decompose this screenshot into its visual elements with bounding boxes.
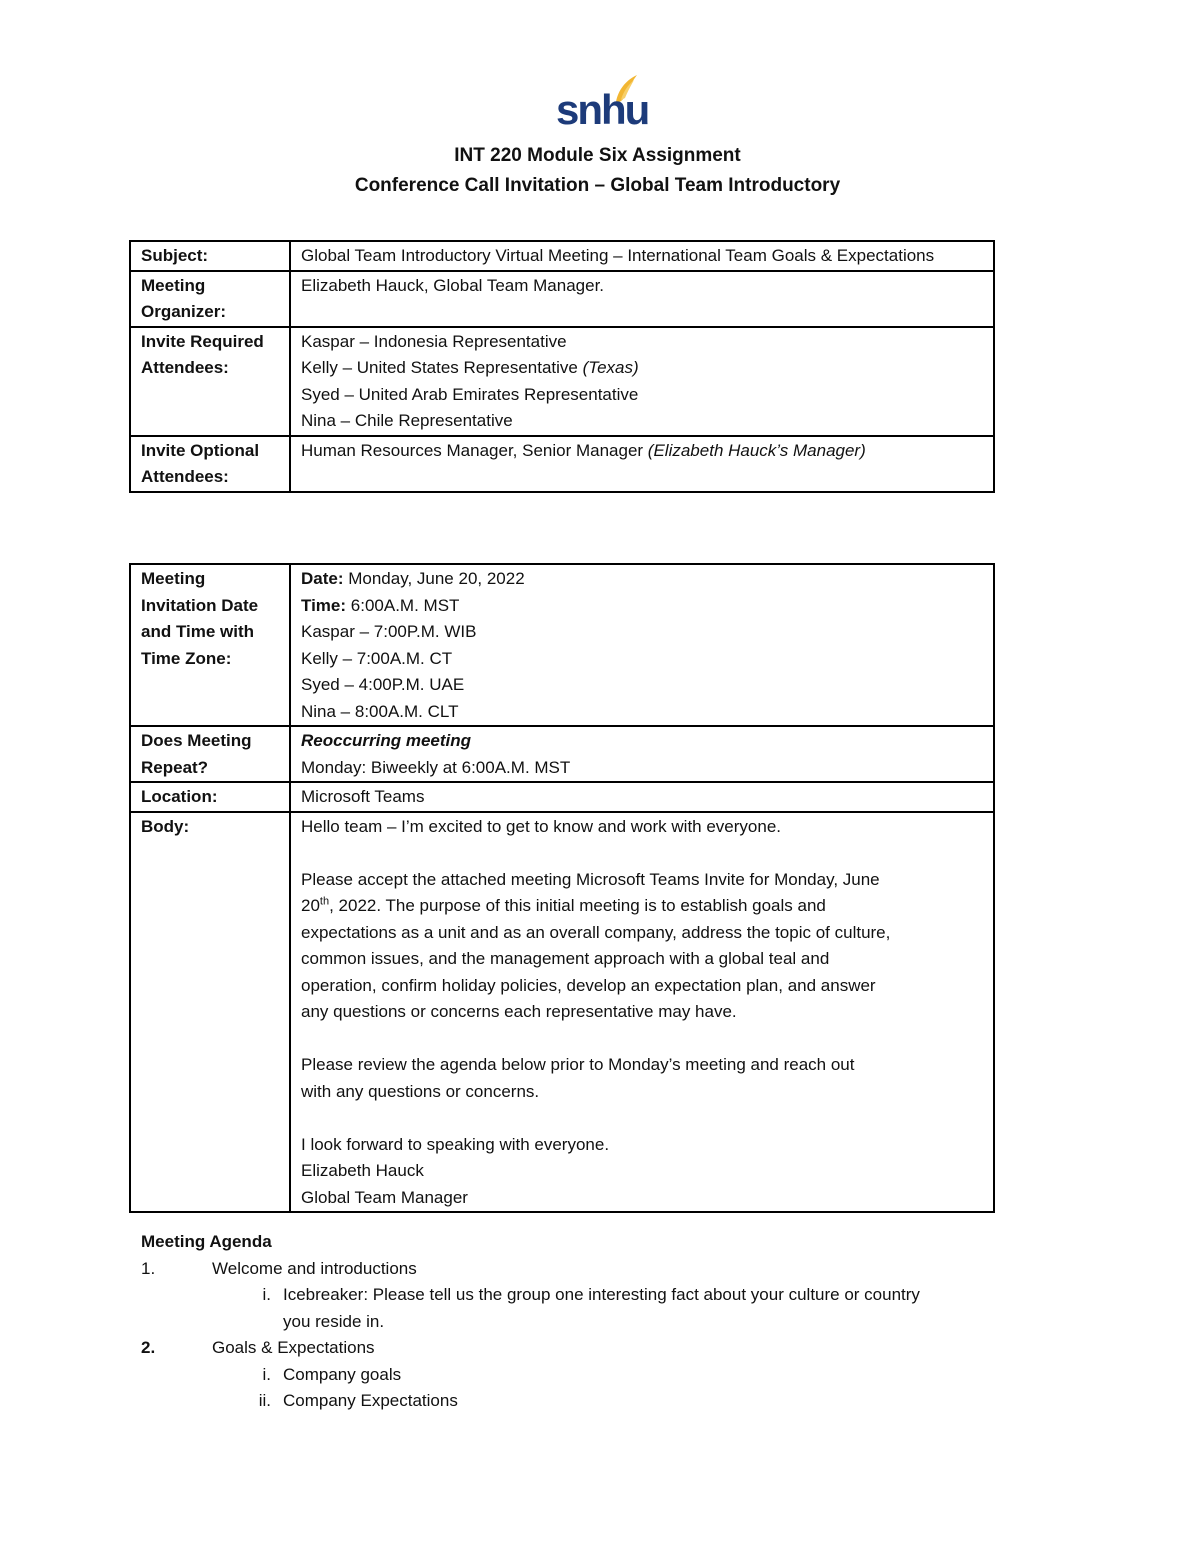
agenda-item-2-number: 2.: [141, 1338, 156, 1357]
repeat-row: [130, 726, 994, 782]
time-kelly: Kelly – 7:00A.M. CT: [301, 648, 453, 668]
agenda-item-1-number: 1.: [141, 1258, 156, 1278]
agenda-subitem-2-1: [141, 1362, 1041, 1389]
datetime-label: Meeting Invitation Date and Time with Time Zone:: [130, 564, 290, 726]
body-label: Body:: [130, 812, 290, 1213]
body-para1-line1: Please accept the attached meeting Microsoft Teams Invite for Monday, June: [301, 869, 880, 889]
location-value: Microsoft Teams: [290, 782, 994, 812]
attendee-syed: Syed – United Arab Emirates Representative: [301, 384, 639, 404]
invitation-table: [129, 240, 995, 493]
time-kaspar: Kaspar – 7:00P.M. WIB: [301, 622, 477, 641]
signature-name: Elizabeth Hauck: [301, 1161, 424, 1180]
agenda-subitem-1-1-text-line2: you reside in.: [283, 1311, 385, 1331]
agenda-subitem-2-2-number: ii.: [258, 1391, 271, 1410]
agenda-subitem-2-2-text: Company Expectations: [283, 1391, 458, 1410]
repeat-type: Reoccurring meeting: [301, 731, 472, 750]
time-syed: Syed – 4:00P.M. UAE: [301, 675, 465, 694]
attendee-nina: Nina – Chile Representative: [301, 411, 513, 430]
required-attendees-label: Invite Required Attendees:: [130, 327, 290, 436]
body-para1-line4: common issues, and the management approach with a global teal and: [301, 949, 830, 968]
datetime-row: [130, 564, 994, 726]
agenda-subitem-2-2: [141, 1388, 1041, 1415]
optional-attendees-value: [290, 436, 994, 492]
meeting-agenda: [141, 1229, 1041, 1415]
body-para2-line2: with any questions or concerns.: [301, 1081, 540, 1101]
date-value: Monday, June 20, 2022: [343, 569, 525, 588]
optional-attendees-note: (Elizabeth Hauck’s Manager): [647, 440, 866, 460]
agenda-item-1: [141, 1256, 1041, 1283]
organizer-row: [130, 271, 994, 327]
repeat-label: Does Meeting Repeat?: [130, 726, 290, 782]
agenda-subitem-1-1-continued: [141, 1309, 1041, 1336]
agenda-item-2-text: Goals & Expectations: [212, 1338, 375, 1357]
agenda-subitem-2-1-number: i.: [262, 1364, 271, 1384]
agenda-item-1-text: Welcome and introductions: [212, 1258, 417, 1278]
time-nina: Nina – 8:00A.M. CLT: [301, 701, 459, 721]
agenda-subitem-1-1-text: Icebreaker: Please tell us the group one interesting fact about your culture or country: [283, 1285, 920, 1304]
snhu-logo: [556, 74, 649, 133]
body-para1-line3: expectations as a unit and as an overall company, address the topic of culture,: [301, 922, 891, 942]
attendee-kaspar: Kaspar – Indonesia Representative: [301, 331, 567, 351]
organizer-value: Elizabeth Hauck, Global Team Manager.: [290, 271, 994, 327]
location-label: Location:: [130, 782, 290, 812]
required-attendees-value: [290, 327, 994, 436]
repeat-schedule: Monday: Biweekly at 6:00A.M. MST: [301, 757, 571, 777]
meeting-details-table: [129, 563, 995, 1213]
logo-wordmark: snhu: [556, 86, 649, 133]
attendee-kelly-location: (Texas): [582, 358, 639, 377]
required-attendees-row: [130, 327, 994, 436]
agenda-subitem-2-1-text: Company goals: [283, 1364, 402, 1384]
organizer-label: Meeting Organizer:: [130, 271, 290, 327]
attendee-kelly-text: Kelly – United States Representative: [301, 358, 583, 377]
body-greeting: Hello team – I’m excited to get to know and work with everyone.: [301, 816, 782, 836]
subject-label: Subject:: [130, 241, 290, 271]
subject-value: Global Team Introductory Virtual Meeting – International Team Goals & Expectations: [290, 241, 994, 271]
body-para1-line2-text: , 2022. The purpose of this initial meeting is to establish goals and: [329, 896, 826, 915]
location-row: [130, 782, 994, 812]
body-row: [130, 812, 994, 1213]
optional-attendees-row: [130, 436, 994, 492]
agenda-subitem-1-1: [141, 1282, 1041, 1309]
document-subtitle: Conference Call Invitation – Global Team Introductory: [354, 175, 841, 196]
signature-title: Global Team Manager: [301, 1187, 468, 1207]
meeting-date: [301, 566, 983, 593]
agenda-subitem-1-1-number: i.: [262, 1285, 271, 1304]
date-label: Date:: [301, 569, 344, 588]
repeat-value: [290, 726, 994, 782]
optional-attendees-text: Human Resources Manager, Senior Manager: [301, 440, 648, 460]
optional-attendees-label: Invite Optional Attendees:: [130, 436, 290, 492]
body-para1-line6: any questions or concerns each representative may have.: [301, 1002, 737, 1021]
body-date-suffix: th: [319, 895, 330, 908]
body-para1-line2: [301, 893, 983, 920]
body-para2-line1: Please review the agenda below prior to Monday’s meeting and reach out: [301, 1055, 855, 1074]
time-label: Time:: [301, 595, 347, 615]
subject-row: [130, 241, 994, 271]
meeting-time: [301, 593, 983, 620]
attendee-kelly: [301, 355, 983, 382]
agenda-heading: Meeting Agenda: [141, 1232, 272, 1251]
body-value: [290, 812, 994, 1213]
datetime-value: [290, 564, 994, 726]
body-closing: I look forward to speaking with everyone.: [301, 1134, 610, 1154]
time-value: 6:00A.M. MST: [346, 595, 460, 615]
body-date-day: 20: [301, 896, 320, 915]
body-para1-line5: operation, confirm holiday policies, develop an expectation plan, and answer: [301, 975, 876, 995]
document-title: INT 220 Module Six Assignment: [454, 145, 741, 166]
agenda-item-2: [141, 1335, 1041, 1362]
